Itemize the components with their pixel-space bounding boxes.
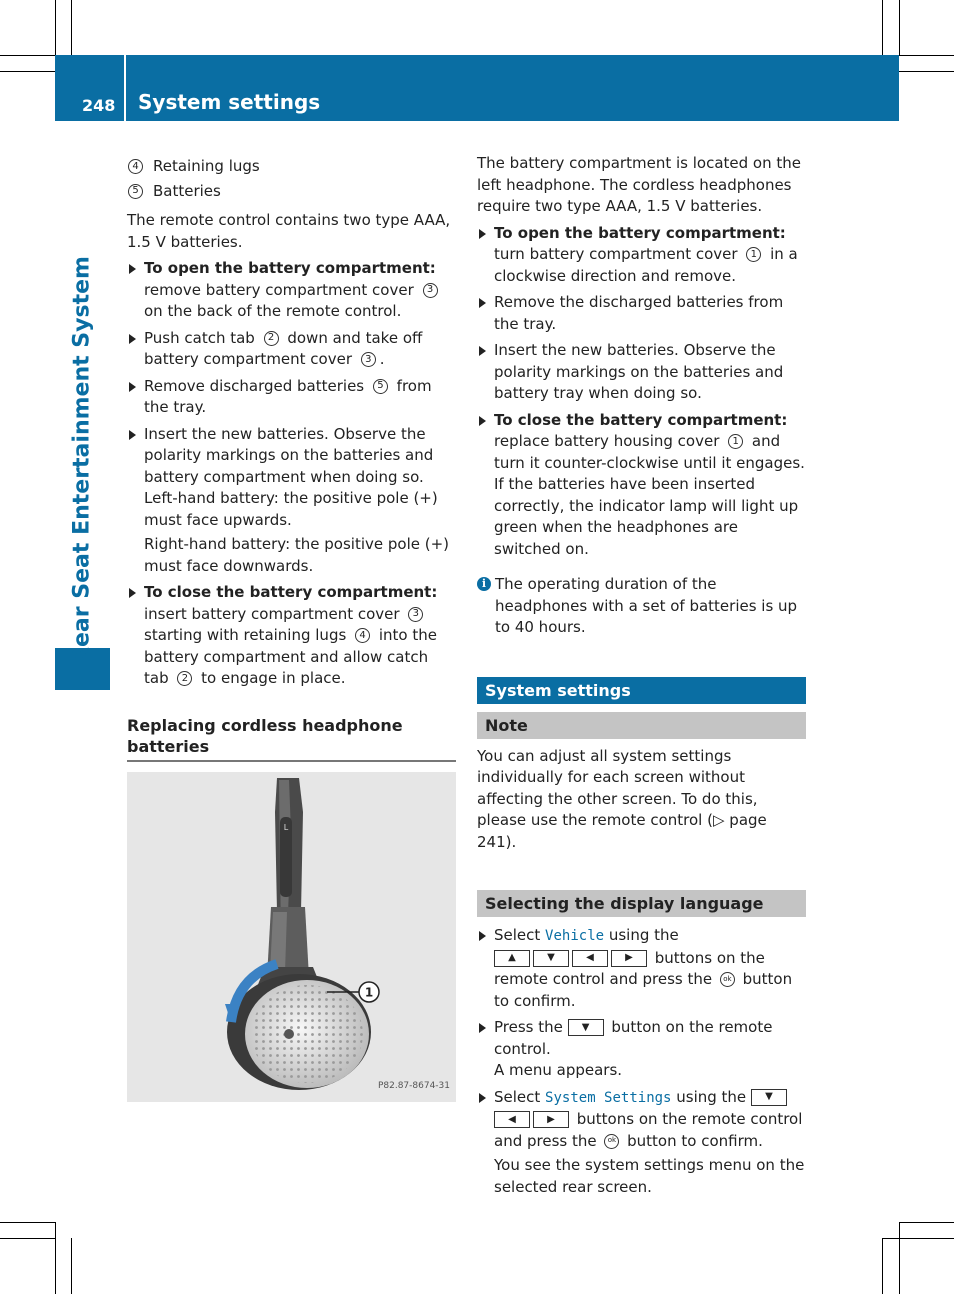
menu-item-vehicle: Vehicle: [545, 928, 605, 944]
step-heading: To open the battery compartment:: [494, 223, 786, 242]
step-text: down and take off battery compartment cover: [144, 328, 423, 368]
page-number: 248: [82, 96, 116, 115]
instruction-step: [127, 582, 456, 690]
instruction-step: [477, 1087, 806, 1199]
step-text: Remove the discharged batteries from the tray.: [494, 293, 784, 333]
section-title: System settings: [138, 90, 321, 114]
step-text: button to confirm.: [622, 1131, 763, 1150]
step-text: remove battery compartment cover: [144, 280, 419, 299]
legend-label: Retaining lugs: [153, 157, 260, 175]
image-code: P82.87-8674-31: [377, 1081, 450, 1091]
up-button-icon: ▲: [494, 950, 530, 967]
callout-number: 1: [746, 247, 761, 262]
step-text: A menu appears.: [494, 1061, 623, 1079]
step-text: Push catch tab: [144, 328, 260, 347]
step-text: from the tray.: [144, 376, 432, 416]
section-band-note: Note: [477, 712, 806, 739]
crop-mark: [55, 0, 56, 55]
step-text: Remove discharged batteries: [144, 376, 369, 395]
crop-mark: [55, 1222, 56, 1294]
instruction-step: [477, 292, 806, 335]
crop-mark: [71, 0, 72, 55]
crop-mark: [899, 55, 954, 56]
note-text-part: page 241).: [477, 811, 767, 851]
step-text: and turn it counter-clockwise until it engages.: [494, 432, 805, 472]
instruction-step: [127, 424, 456, 578]
legend-item: [127, 181, 456, 203]
callout-number: 2: [177, 671, 192, 686]
callout-number: 3: [361, 352, 376, 367]
crop-mark: [882, 1238, 954, 1239]
step-text: on the back of the remote control.: [144, 302, 402, 320]
crop-mark: [0, 1222, 55, 1223]
section-band-display-language: Selecting the display language: [477, 890, 806, 917]
crop-mark: [882, 0, 883, 55]
crop-mark: [71, 1238, 72, 1294]
step-text: starting with retaining lugs: [144, 626, 352, 644]
step-heading: To open the battery compartment:: [144, 259, 436, 277]
step-text: using the: [671, 1087, 751, 1106]
step-text: into the battery compartment and allow catch tab: [144, 626, 437, 687]
step-text: .: [379, 350, 385, 368]
headphone-illustration: [127, 772, 456, 1102]
image-callout: 1: [364, 985, 374, 999]
callout-number: 5: [373, 379, 388, 394]
step-text: Select: [494, 1087, 546, 1106]
callout-number: 3: [423, 283, 438, 298]
step-text: in a clockwise direction and remove.: [494, 245, 798, 285]
step-text: turn battery compartment cover: [494, 245, 743, 263]
menu-item-system-settings: System Settings: [545, 1089, 672, 1106]
callout-number: 5: [128, 184, 143, 199]
step-text: You see the system settings menu on the selected rear screen.: [494, 1156, 805, 1196]
crop-mark: [882, 1238, 883, 1294]
instruction-step: [477, 340, 806, 405]
instruction-step: [477, 925, 806, 1012]
callout-number: 3: [408, 607, 423, 622]
step-text: button to confirm.: [494, 970, 793, 1010]
ok-button-icon: ok: [604, 1134, 619, 1149]
left-button-icon: ◀: [572, 950, 608, 967]
step-text: to engage in place.: [196, 669, 346, 687]
page-ref-arrow-icon: ▷: [712, 811, 725, 829]
callout-number: 2: [264, 331, 279, 346]
left-button-icon: ◀: [494, 1111, 530, 1128]
crop-mark: [0, 71, 55, 72]
info-note: [477, 574, 806, 639]
note-text-part: You can adjust all system settings individually for each screen without affecting the other screen. To do this, please use the remote control (: [477, 746, 758, 829]
step-text: If the batteries have been inserted correctly, the indicator lamp will light up green when the headphones are switched on.: [494, 475, 799, 558]
note-text: [477, 746, 806, 854]
step-text: replace battery housing cover: [494, 432, 725, 450]
step-text: insert battery compartment cover: [144, 604, 405, 623]
legend-label: Batteries: [153, 181, 221, 200]
callout-number: 4: [355, 628, 370, 643]
crop-mark: [899, 0, 900, 55]
right-column: [477, 153, 806, 1198]
intro-text: The remote control contains two type AAA, 1.5 V batteries.: [127, 211, 451, 251]
step-text: buttons on the remote control and press the: [494, 948, 765, 988]
step-heading: To close the battery compartment:: [144, 583, 438, 601]
ok-button-icon: ok: [720, 972, 735, 987]
step-text: Select: [494, 926, 546, 944]
step-text: Right-hand battery: the positive pole (+) must face downwards.: [144, 535, 450, 575]
left-column: [127, 156, 456, 1102]
crop-mark: [899, 71, 954, 72]
crop-mark: [899, 1222, 954, 1223]
crop-mark: [0, 1238, 55, 1239]
subheading: Replacing cordless headphone batteries: [127, 715, 456, 762]
step-text: buttons on the remote control and press the: [494, 1110, 803, 1150]
crop-mark: [899, 1222, 900, 1294]
header-divider: [124, 55, 126, 121]
down-button-icon: ▼: [568, 1019, 604, 1036]
section-band-system-settings: System settings: [477, 677, 806, 704]
step-text: Insert the new batteries. Observe the polarity markings on the batteries and battery tray when doing so.: [494, 341, 784, 402]
step-text: button on the remote control.: [494, 1018, 773, 1058]
right-button-icon: ▶: [611, 950, 647, 967]
callout-number: 4: [128, 159, 143, 174]
step-text: Insert the new batteries. Observe the polarity markings on the batteries and battery compartment when doing so.: [144, 424, 434, 486]
instruction-step: [477, 223, 806, 288]
info-text: The operating duration of the headphones with a set of batteries is up to 40 hours.: [495, 575, 798, 636]
step-heading: To close the battery compartment:: [494, 410, 788, 429]
right-button-icon: ▶: [533, 1111, 569, 1128]
instruction-step: [127, 376, 456, 419]
instruction-step: [127, 258, 456, 323]
legend-item: [127, 156, 456, 178]
down-button-icon: ▼: [533, 950, 569, 967]
crop-mark: [0, 55, 55, 56]
chapter-title: Rear Seat Entertainment System: [69, 256, 95, 664]
headphone-photo: [127, 772, 456, 1102]
step-text: Press the: [494, 1018, 568, 1036]
instruction-step: [477, 410, 806, 561]
step-text: Left-hand battery: the positive pole (+) must face upwards.: [144, 489, 438, 529]
info-icon: i: [477, 577, 491, 591]
instruction-step: [477, 1017, 806, 1082]
step-text: using the: [604, 926, 679, 944]
intro-text: The battery compartment is located on the left headphone. The cordless headphones require two type AAA, 1.5 V batteries.: [477, 154, 801, 215]
svg-text:L: L: [283, 822, 289, 832]
down-button-icon: ▼: [751, 1089, 787, 1106]
instruction-step: [127, 328, 456, 371]
callout-number: 1: [728, 434, 743, 449]
